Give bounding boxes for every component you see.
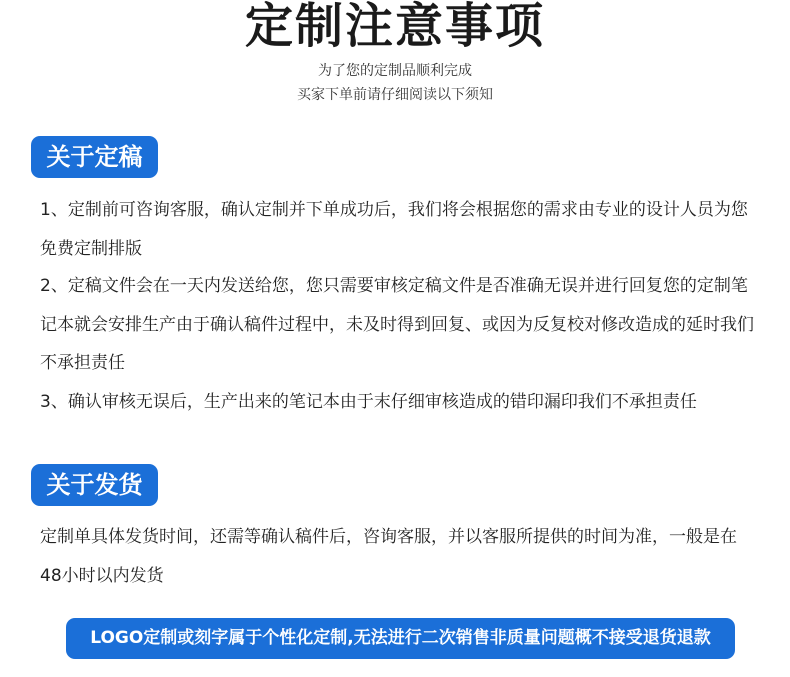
notice-banner: LOGO定制或刻字属于个性化定制,无法进行二次销售非质量问题概不接受退货退款: [66, 618, 735, 659]
page-subtitle-line2: 买家下单前请仔细阅读以下须知: [297, 87, 493, 103]
section-heading-draft: 关于定稿: [31, 136, 158, 178]
page-subtitle-line1: 为了您的定制品顺利完成: [318, 63, 472, 79]
draft-item-3: 3、确认审核无误后，生产出来的笔记本由于末仔细审核造成的错印漏印我们不承担责任: [40, 392, 697, 412]
section-heading-shipping: 关于发货: [31, 464, 158, 506]
shipping-text: 定制单具体发货时间，还需等确认稿件后，咨询客服，并以客服所提供的时间为准，一般是在48小时以内发货: [40, 527, 737, 586]
draft-item-1: 1、定制前可咨询客服，确认定制并下单成功后，我们将会根据您的需求由专业的设计人员为您免费定制排版: [40, 200, 748, 259]
draft-item-2: 2、定稿文件会在一天内发送给您，您只需要审核定稿文件是否准确无误并进行回复您的定制笔记本就会安排生产由于确认稿件过程中，未及时得到回复、或因为反复校对修改造成的延时我们不承担责任: [40, 276, 754, 373]
page-title: 定制注意事项: [244, 0, 545, 54]
